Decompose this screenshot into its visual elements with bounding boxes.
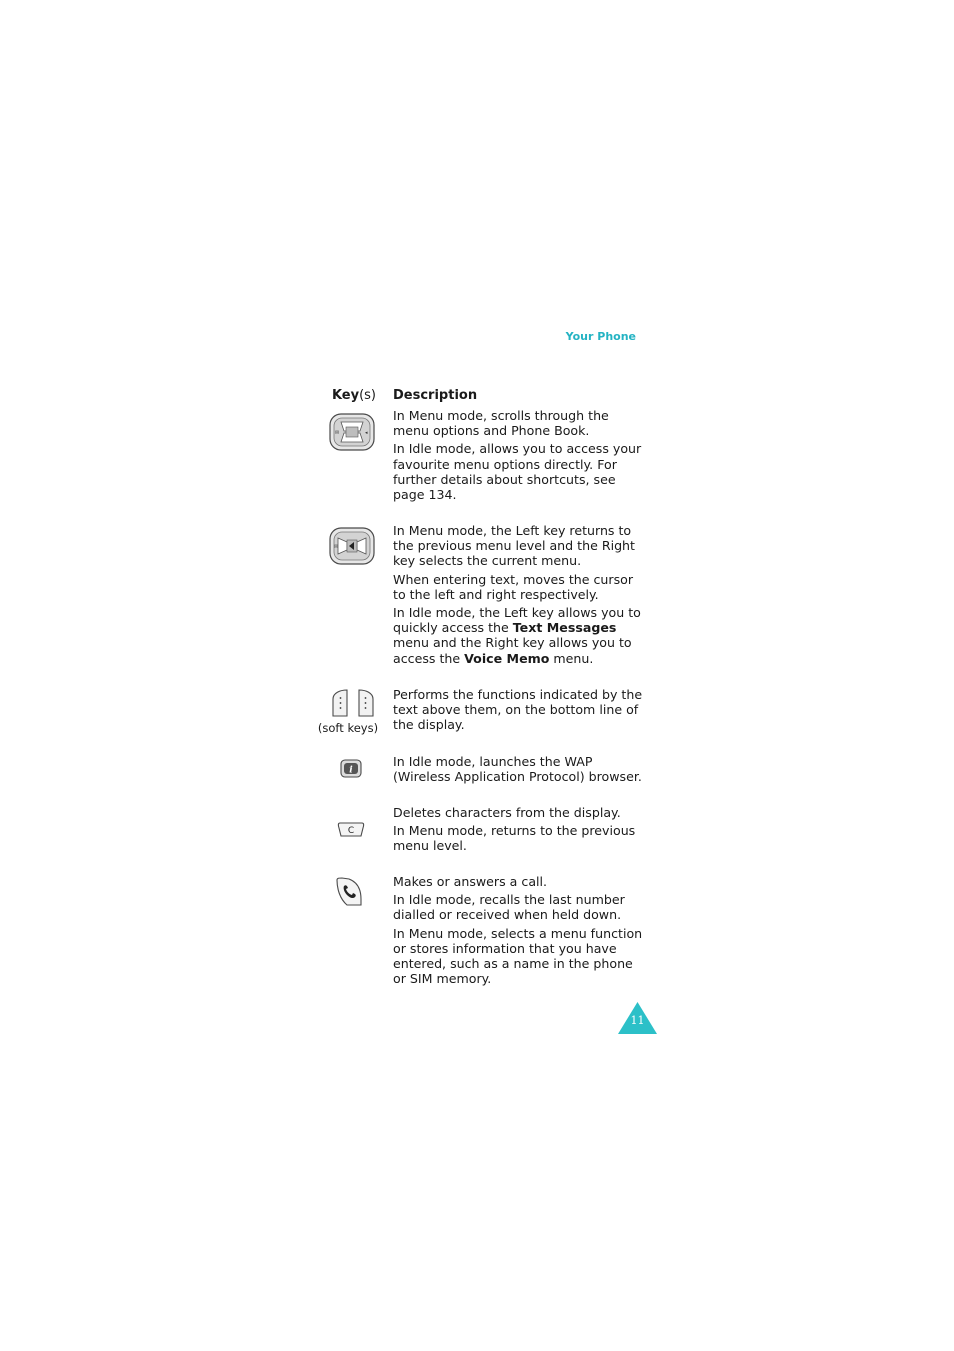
row-1-paragraph: In Menu mode, scrolls through the menu options and Phone Book. bbox=[393, 408, 609, 439]
soft-keys-caption: (soft keys) bbox=[317, 721, 379, 735]
row-6-paragraph: Makes or answers a call. bbox=[393, 874, 548, 889]
c-clear-key-icon bbox=[337, 822, 365, 838]
svg-text:✉: ✉ bbox=[334, 544, 339, 550]
navigation-up-down-key-icon bbox=[329, 413, 375, 451]
c-key-label: C bbox=[347, 826, 355, 836]
row-5-paragraph: In Menu mode, returns to the previous menu level. bbox=[393, 823, 636, 854]
row-5-description bbox=[393, 805, 643, 857]
row-6-paragraph: In Menu mode, selects a menu function or stores information that you have entered, such as a name in the phone or SIM memory. bbox=[393, 925, 643, 987]
row-2-paragraph: When entering text, moves the cursor to the left and right respectively. bbox=[393, 571, 634, 602]
row-6-description bbox=[393, 874, 643, 989]
description-column-header: Description bbox=[393, 388, 478, 403]
row-1-description bbox=[393, 408, 643, 505]
svg-text:i: i bbox=[349, 765, 353, 776]
row-6-paragraph: In Idle mode, recalls the last number dialled or received when held down. bbox=[393, 892, 625, 923]
svg-text:✉: ✉ bbox=[335, 430, 340, 436]
navigation-left-right-key-icon bbox=[329, 527, 375, 565]
send-call-key-icon bbox=[335, 877, 363, 907]
key-column-header: Key(s) bbox=[331, 388, 376, 403]
row-1-paragraph: In Idle mode, allows you to access your favourite menu options directly. For further details about shortcuts, see page 134. bbox=[393, 441, 642, 503]
row-3-paragraph: Performs the functions indicated by the text above them, on the bottom line of the display. bbox=[393, 687, 643, 733]
soft-keys-icon bbox=[330, 689, 376, 719]
row-2-description bbox=[393, 523, 643, 669]
svg-text:◂: ◂ bbox=[365, 430, 368, 436]
page-number: 11 bbox=[630, 1014, 645, 1027]
row-4-paragraph: In Idle mode, launches the WAP (Wireless Application Protocol) browser. bbox=[393, 754, 642, 785]
row-3-description bbox=[393, 687, 643, 736]
text-messages-menu-name: Text Messages bbox=[512, 620, 617, 636]
section-header: Your Phone bbox=[565, 330, 636, 343]
row-2-paragraph: In Menu mode, the Left key returns to the previous menu level and the Right key selects the current menu. bbox=[393, 523, 635, 569]
wap-key-icon bbox=[340, 759, 362, 778]
row-4-description bbox=[393, 754, 643, 787]
row-5-paragraph: Deletes characters from the display. bbox=[393, 805, 621, 820]
row-2-paragraph: In Idle mode, the Left key allows you to quickly access the Text Messages menu and the Right key allows you to access the Voice Memo menu. bbox=[393, 605, 641, 666]
voice-memo-menu-name: Voice Memo bbox=[464, 650, 550, 666]
